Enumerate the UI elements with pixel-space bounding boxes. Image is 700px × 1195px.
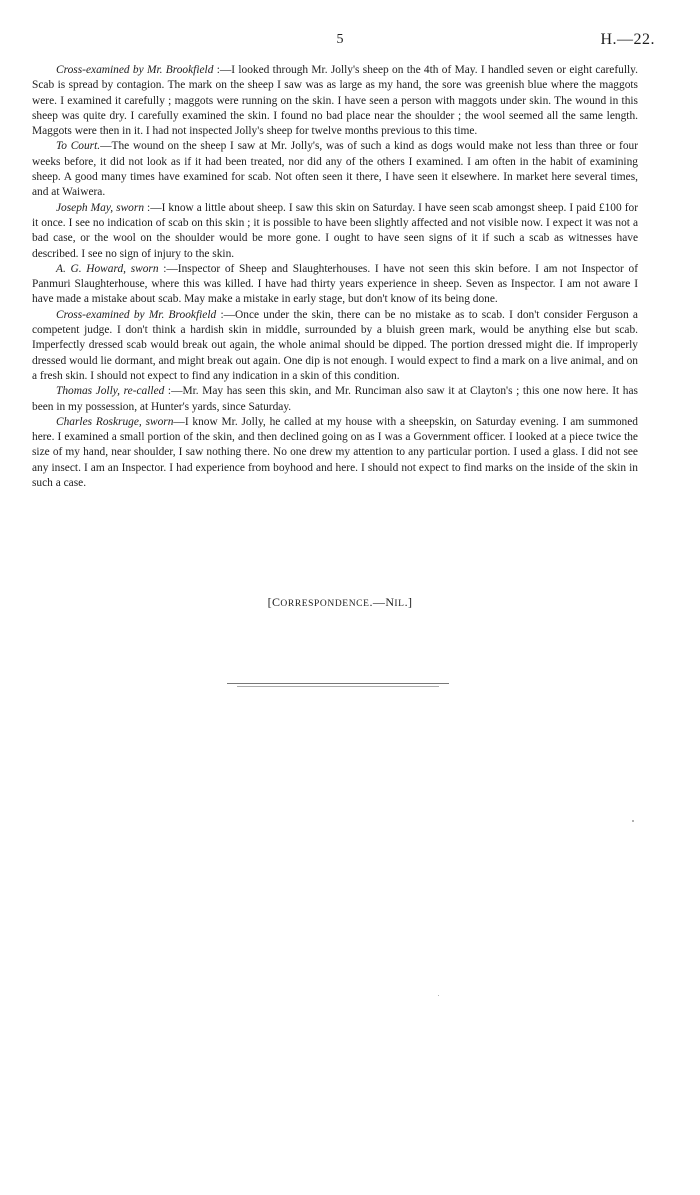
paragraph-cross-examined-brookfield-1: [32, 63, 638, 139]
bracket-close: .]: [404, 595, 413, 609]
scan-speck: [438, 995, 439, 996]
nil-initial: N: [385, 595, 395, 609]
paragraph-ag-howard: [32, 262, 638, 308]
paragraph-text: —The wound on the sheep I saw at Mr. Jolly's, was of such a kind as dogs would make not less than three or four weeks before, it did not look as if it had been treated, nor did any of the others I examined. I am often in the habit of examining sheep. A good many times have examined for scab. Not often seen it there, I have seen it elsewhere. In market here several times, and at Waiwera.: [32, 140, 638, 199]
scan-speck: [632, 820, 634, 822]
nil-rest: IL: [394, 599, 405, 609]
page-number: 5: [336, 32, 344, 47]
speaker-label: Cross-examined by Mr. Brookfield: [56, 64, 214, 76]
paragraph-text: :—Inspector of Sheep and Slaughterhouses. I have not seen this skin before. I am not Inspector of Panmuri Slaughterhouse, where this was killed. I have had thirty years experience in sheep. Seven as Inspector. I am not aware I have made a mistake about scab. May make a mistake in early stage, but don't know of its being done.: [32, 262, 639, 306]
paragraph-text: :—I looked through Mr. Jolly's sheep on the 4th of May. I handled seven or eight carefully. Scab is spread by contagion. The mark on the sheep I saw was as large as my hand, the sore was greenish blue where the maggots were. I examined it carefully ; maggots were running on the skin. I have seen a person with maggots under skin. The wound in this sheep was quite dry. I carefully examined the skin. I found no bad place near the shoulder ; the wool seemed all the same length. Maggots were then in it. I had not inspected Jolly's sheep for twelve months previous to this time.: [32, 64, 638, 138]
speaker-label: To Court.: [56, 140, 101, 153]
correspondence-dash: .—: [369, 595, 386, 609]
paragraph-cross-examined-brookfield-2: [32, 308, 638, 384]
correspondence-initial: C: [272, 595, 281, 609]
paragraph-text: :—I know a little about sheep. I saw this skin on Saturday. I have seen scab amongst sheep. I paid £100 for it once. I see no indication of scab on this skin ; it is possible to have been slightly affected and not visible now. I expect it was not a bad case, or the wool on the shoulder would be more gone. I ought to have seen signs of it if such a scab as witnesses have described. I see no sign of injury to the skin.: [32, 201, 638, 260]
paragraph-thomas-jolly: [32, 384, 638, 415]
end-rule-secondary: [237, 686, 439, 687]
speaker-label: Cross-examined by Mr. Brookfield: [56, 308, 217, 321]
document-reference: H.—22.: [600, 31, 655, 48]
paragraph-text: :—Once under the skin, there can be no mistake as to scab. I don't consider Ferguson a competent judge. I don't think a hardish skin in middle, surrounded by a bluish green mark, would be anything else but scab. Imperfectly dressed scab would break out again, the whole animal should be dipped. The portion dressed might die. If improperly dressed would lie dormant, and might break out again. One dip is not enough. I would expect to find a mark on a live animal, and on a fresh skin. I should not expect to find any indication in a skin of this condition.: [32, 308, 638, 382]
end-rule: [227, 683, 449, 684]
paragraph-text: :—Mr. May has seen this skin, and Mr. Runciman also saw it at Clayton's ; this one now here. It has been in my possession, at Hunter's yards, since Saturday.: [32, 385, 638, 413]
bracket-open: [: [267, 595, 273, 609]
paragraph-charles-roskruge: [32, 415, 638, 491]
correspondence-note: [0, 595, 680, 610]
paragraph-to-court: [32, 139, 638, 200]
paragraph-text: —I know Mr. Jolly, he called at my house with a sheepskin, on Saturday evening. I am summoned here. I examined a small portion of the skin, and then declined going on as I was a Government officer. I looked at a piece twice the size of my hand, near shoulder, I saw nothing there. No one drew my attention to any particular portion. I used a glass. I did not see any insect. I am an Inspector. I had experience from boyhood and here. I should not expect to find marks on the inside of the skin in such a case.: [32, 415, 638, 490]
correspondence-rest: ORRESPONDENCE: [280, 599, 370, 609]
paragraph-joseph-may: [32, 201, 638, 262]
testimony-body: [32, 63, 638, 491]
speaker-label: A. G. Howard, sworn: [56, 262, 159, 275]
speaker-label: Charles Roskruge, sworn: [56, 415, 174, 428]
speaker-label: Joseph May, sworn: [56, 201, 145, 214]
speaker-label: Thomas Jolly, re-called: [56, 385, 165, 398]
